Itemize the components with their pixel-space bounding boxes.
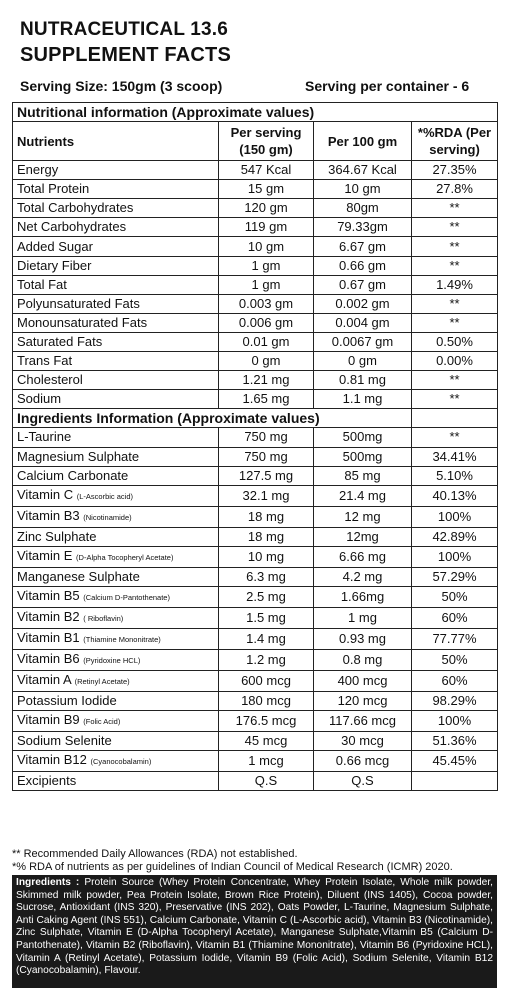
per-100g-value: 1 mg: [314, 607, 412, 628]
per-100g-value: 30 mcg: [314, 731, 412, 750]
per-serving-value: 176.5 mcg: [219, 710, 314, 731]
serving-per-container: Serving per container - 6: [305, 78, 470, 94]
ingredient-name-cell: [13, 710, 219, 731]
ingredient-chemical-form: (Pyridoxine HCL): [83, 655, 141, 665]
per-100g-value: 1.66mg: [314, 586, 412, 607]
per-100g-value: 1.1 mg: [314, 390, 412, 409]
per-100g-value: 4.2 mg: [314, 567, 412, 586]
nutrient-row: [13, 313, 498, 332]
nutrient-row: [13, 275, 498, 294]
ingredient-chemical-form: ( Riboflavin): [83, 613, 124, 623]
ingredient-chemical-form: (Calcium D-Pantothenate): [83, 592, 170, 602]
rda-value: 42.89%: [412, 527, 498, 546]
ingredient-name-cell: [13, 731, 219, 750]
rda-value: 0.00%: [412, 352, 498, 371]
per-serving-value: 1 gm: [219, 275, 314, 294]
ingredient-name: L-Taurine: [17, 429, 72, 445]
ingredient-name: Excipients: [17, 773, 77, 789]
ingredient-row: [13, 546, 498, 567]
ingredient-name: Zinc Sulphate: [17, 528, 97, 544]
per-serving-value: 1.21 mg: [219, 371, 314, 390]
nutrient-row: [13, 199, 498, 218]
ingredient-row: [13, 710, 498, 731]
ingredients-section-blank: [412, 409, 498, 428]
rda-value: 100%: [412, 710, 498, 731]
rda-value: 34.41%: [412, 447, 498, 466]
per-100g-value: Q.S: [314, 772, 412, 791]
footnote-icmr: *% RDA of nutrients as per guidelines of Indian Council of Medical Research (ICMR) 2020.: [12, 861, 453, 873]
per-serving-value: 127.5 mg: [219, 466, 314, 485]
per-100g-value: 79.33gm: [314, 218, 412, 237]
nutrient-row: [13, 218, 498, 237]
ingredients-section-title: Ingredients Information (Approximate values): [13, 409, 412, 428]
rda-value: **: [412, 390, 498, 409]
per-serving-value: 2.5 mg: [219, 586, 314, 607]
header-rda: *%RDA (Per serving): [412, 122, 498, 161]
nutrient-name: Monounsaturated Fats: [13, 313, 219, 332]
ingredient-name-cell: [13, 751, 219, 772]
rda-value: [412, 772, 498, 791]
ingredient-chemical-form: (Thiamine Mononitrate): [83, 634, 161, 644]
header-per-100: Per 100 gm: [314, 122, 412, 161]
ingredient-name: Vitamin B12: [17, 752, 87, 768]
ingredient-name: Magnesium Sulphate: [17, 448, 140, 464]
per-100g-value: 12mg: [314, 527, 412, 546]
per-serving-value: 119 gm: [219, 218, 314, 237]
rda-value: 27.35%: [412, 161, 498, 180]
rda-value: **: [412, 294, 498, 313]
nutrient-row: [13, 294, 498, 313]
product-title: NUTRACEUTICAL 13.6: [20, 19, 229, 40]
rda-value: **: [412, 218, 498, 237]
ingredient-name-cell: [13, 628, 219, 649]
per-100g-value: 0.66 mcg: [314, 751, 412, 772]
rda-value: 100%: [412, 546, 498, 567]
rda-value: 1.49%: [412, 275, 498, 294]
per-100g-value: 6.66 mg: [314, 546, 412, 567]
nutrient-row: [13, 352, 498, 371]
ingredient-name-cell: [13, 607, 219, 628]
nutrient-name: Total Fat: [13, 275, 219, 294]
rda-value: 60%: [412, 607, 498, 628]
ingredient-name-cell: [13, 527, 219, 546]
ingredient-name: Calcium Carbonate: [17, 467, 129, 483]
supplement-facts-heading: SUPPLEMENT FACTS: [20, 44, 231, 66]
ingredient-row: [13, 485, 498, 506]
ingredient-name-cell: [13, 691, 219, 710]
ingredient-row: [13, 691, 498, 710]
per-100g-value: 500mg: [314, 428, 412, 447]
per-serving-value: 547 Kcal: [219, 161, 314, 180]
nutrient-name: Dietary Fiber: [13, 256, 219, 275]
rda-value: 50%: [412, 586, 498, 607]
per-100g-value: 85 mg: [314, 466, 412, 485]
ingredient-name-cell: [13, 428, 219, 447]
ingredient-row: [13, 628, 498, 649]
rda-value: 100%: [412, 506, 498, 527]
ingredient-name-cell: [13, 546, 219, 567]
ingredient-name: Vitamin B3: [17, 507, 80, 523]
per-serving-value: 1 gm: [219, 256, 314, 275]
per-serving-value: 600 mcg: [219, 670, 314, 691]
per-100g-value: 0.67 gm: [314, 275, 412, 294]
per-serving-value: 1.5 mg: [219, 607, 314, 628]
ingredient-name-cell: [13, 466, 219, 485]
ingredient-name: Vitamin B6: [17, 650, 80, 666]
per-serving-value: 10 gm: [219, 237, 314, 256]
ingredient-chemical-form: (Folic Acid): [83, 716, 121, 726]
ingredients-box: [12, 875, 497, 988]
per-serving-value: 1.65 mg: [219, 390, 314, 409]
per-serving-value: 45 mcg: [219, 731, 314, 750]
rda-value: 0.50%: [412, 332, 498, 351]
nutrient-name: Net Carbohydrates: [13, 218, 219, 237]
supplement-facts-table: [12, 102, 498, 791]
per-100g-value: 0.8 mg: [314, 649, 412, 670]
ingredients-text: Protein Source (Whey Protein Concentrate, Whey Protein Isolate, Whole milk powder, Skimmed milk powder, Pea Protein Isolate, Brown Rice Protein), Diluent (INS 1405), Cocoa powder, Sucrose, Antioxidant (INS 320), Preservative (INS 202), Oats Powder, L-Taurine, Magnesium Sulphate, Anti Caking Agent (INS 551), Calcium Carbonate, Vitamin C (L-Ascorbic acid), Vitamin B3 (Nicotinamide), Zinc Sulphate, Vitamin E (D-Alpha Tocopheryl Acetate), Manganese Sulphate,Vitamin B5 (Calcium D-Pantothenate), Vitamin B2 (Riboflavin), Vitamin B1 (Thiamine Mononitrate), Vitamin B6 (Pyridoxine HCL), Vitamin A (Retinyl Acetate), Potassium Iodide, Vitamin B9 (Folic Acid), Sodium Selenite, Vitamin B12 (Cyanocobalamin), Flavour.: [16, 877, 493, 977]
per-100g-value: 0.002 gm: [314, 294, 412, 313]
per-100g-value: 0.66 gm: [314, 256, 412, 275]
per-serving-value: 10 mg: [219, 546, 314, 567]
ingredient-row: [13, 586, 498, 607]
per-100g-value: 21.4 mg: [314, 485, 412, 506]
ingredient-name-cell: [13, 649, 219, 670]
rda-value: 98.29%: [412, 691, 498, 710]
ingredient-chemical-form: (Retinyl Acetate): [74, 676, 130, 686]
ingredient-row: [13, 731, 498, 750]
nutrient-name: Sodium: [13, 390, 219, 409]
nutrient-row: [13, 390, 498, 409]
per-100g-value: 6.67 gm: [314, 237, 412, 256]
nutrient-name: Added Sugar: [13, 237, 219, 256]
header-nutrients: Nutrients: [13, 122, 219, 161]
rda-value: **: [412, 256, 498, 275]
per-serving-value: 18 mg: [219, 527, 314, 546]
nutrient-name: Saturated Fats: [13, 332, 219, 351]
per-serving-value: 1.2 mg: [219, 649, 314, 670]
rda-value: 57.29%: [412, 567, 498, 586]
footnote-rda-not-established: ** Recommended Daily Allowances (RDA) not established.: [12, 848, 298, 860]
rda-value: **: [412, 371, 498, 390]
per-100g-value: 0.81 mg: [314, 371, 412, 390]
ingredient-row: [13, 649, 498, 670]
per-serving-value: 0.006 gm: [219, 313, 314, 332]
per-serving-value: 32.1 mg: [219, 485, 314, 506]
ingredient-name-cell: [13, 567, 219, 586]
per-serving-value: 750 mg: [219, 428, 314, 447]
nutrient-row: [13, 371, 498, 390]
nutrition-section-title: Nutritional information (Approximate values): [13, 103, 498, 122]
ingredient-name-cell: [13, 670, 219, 691]
serving-size: Serving Size: 150gm (3 scoop): [20, 78, 223, 94]
per-100g-value: 0.004 gm: [314, 313, 412, 332]
ingredient-row: [13, 527, 498, 546]
rda-value: 27.8%: [412, 180, 498, 199]
rda-value: 45.45%: [412, 751, 498, 772]
ingredient-name-cell: [13, 586, 219, 607]
rda-value: **: [412, 199, 498, 218]
per-100g-value: 117.66 mcg: [314, 710, 412, 731]
per-100g-value: 400 mcg: [314, 670, 412, 691]
per-100g-value: 80gm: [314, 199, 412, 218]
ingredient-name: Manganese Sulphate: [17, 568, 140, 584]
per-serving-value: 180 mcg: [219, 691, 314, 710]
nutrient-row: [13, 161, 498, 180]
ingredient-name-cell: [13, 506, 219, 527]
per-serving-value: 6.3 mg: [219, 567, 314, 586]
per-serving-value: 15 gm: [219, 180, 314, 199]
nutrient-row: [13, 332, 498, 351]
rda-value: 5.10%: [412, 466, 498, 485]
per-serving-value: 0.003 gm: [219, 294, 314, 313]
per-serving-value: 120 gm: [219, 199, 314, 218]
per-serving-value: 750 mg: [219, 447, 314, 466]
ingredient-name: Vitamin C: [17, 486, 74, 502]
per-100g-value: 120 mcg: [314, 691, 412, 710]
per-100g-value: 500mg: [314, 447, 412, 466]
per-serving-value: 0 gm: [219, 352, 314, 371]
ingredient-row: [13, 506, 498, 527]
ingredient-chemical-form: (Cyanocobalamin): [90, 757, 152, 767]
rda-value: 77.77%: [412, 628, 498, 649]
ingredient-row: [13, 772, 498, 791]
ingredient-name-cell: [13, 447, 219, 466]
ingredient-name-cell: [13, 485, 219, 506]
ingredient-row: [13, 670, 498, 691]
nutrient-row: [13, 237, 498, 256]
rda-value: 60%: [412, 670, 498, 691]
ingredient-name: Vitamin B9: [17, 711, 80, 727]
ingredients-label: Ingredients :: [16, 877, 80, 888]
ingredient-row: [13, 447, 498, 466]
ingredient-name: Sodium Selenite: [17, 733, 112, 749]
per-serving-value: Q.S: [219, 772, 314, 791]
nutrient-name: Cholesterol: [13, 371, 219, 390]
per-100g-value: 12 mg: [314, 506, 412, 527]
ingredient-row: [13, 607, 498, 628]
header-per-serving: Per serving (150 gm): [219, 122, 314, 161]
rda-value: 50%: [412, 649, 498, 670]
nutrient-name: Energy: [13, 161, 219, 180]
nutrient-name: Total Protein: [13, 180, 219, 199]
ingredient-name: Vitamin B5: [17, 587, 80, 603]
per-serving-value: 1 mcg: [219, 751, 314, 772]
ingredient-name: Vitamin B2: [17, 608, 80, 624]
ingredient-chemical-form: (Nicotinamide): [83, 512, 132, 522]
ingredient-name: Vitamin A: [17, 671, 71, 687]
ingredient-row: [13, 567, 498, 586]
nutrient-row: [13, 180, 498, 199]
rda-value: **: [412, 313, 498, 332]
nutrient-name: Total Carbohydrates: [13, 199, 219, 218]
per-100g-value: 0.0067 gm: [314, 332, 412, 351]
column-header-row: [13, 122, 498, 161]
per-serving-value: 0.01 gm: [219, 332, 314, 351]
ingredient-chemical-form: (L-Ascorbic acid): [76, 491, 134, 501]
per-100g-value: 10 gm: [314, 180, 412, 199]
ingredient-row: [13, 428, 498, 447]
ingredient-name: Potassium Iodide: [17, 692, 117, 708]
ingredient-name: Vitamin E: [17, 547, 73, 563]
ingredient-chemical-form: (D-Alpha Tocopheryl Acetate): [76, 552, 174, 562]
per-100g-value: 364.67 Kcal: [314, 161, 412, 180]
nutrition-section-row: [13, 103, 498, 122]
per-100g-value: 0 gm: [314, 352, 412, 371]
nutrient-name: Trans Fat: [13, 352, 219, 371]
per-serving-value: 1.4 mg: [219, 628, 314, 649]
ingredient-name: Vitamin B1: [17, 629, 80, 645]
rda-value: 51.36%: [412, 731, 498, 750]
ingredient-row: [13, 751, 498, 772]
rda-value: 40.13%: [412, 485, 498, 506]
nutrient-name: Polyunsaturated Fats: [13, 294, 219, 313]
rda-value: **: [412, 237, 498, 256]
nutrient-row: [13, 256, 498, 275]
ingredient-row: [13, 466, 498, 485]
ingredients-section-row: [13, 409, 498, 428]
rda-value: **: [412, 428, 498, 447]
ingredient-name-cell: [13, 772, 219, 791]
per-serving-value: 18 mg: [219, 506, 314, 527]
per-100g-value: 0.93 mg: [314, 628, 412, 649]
